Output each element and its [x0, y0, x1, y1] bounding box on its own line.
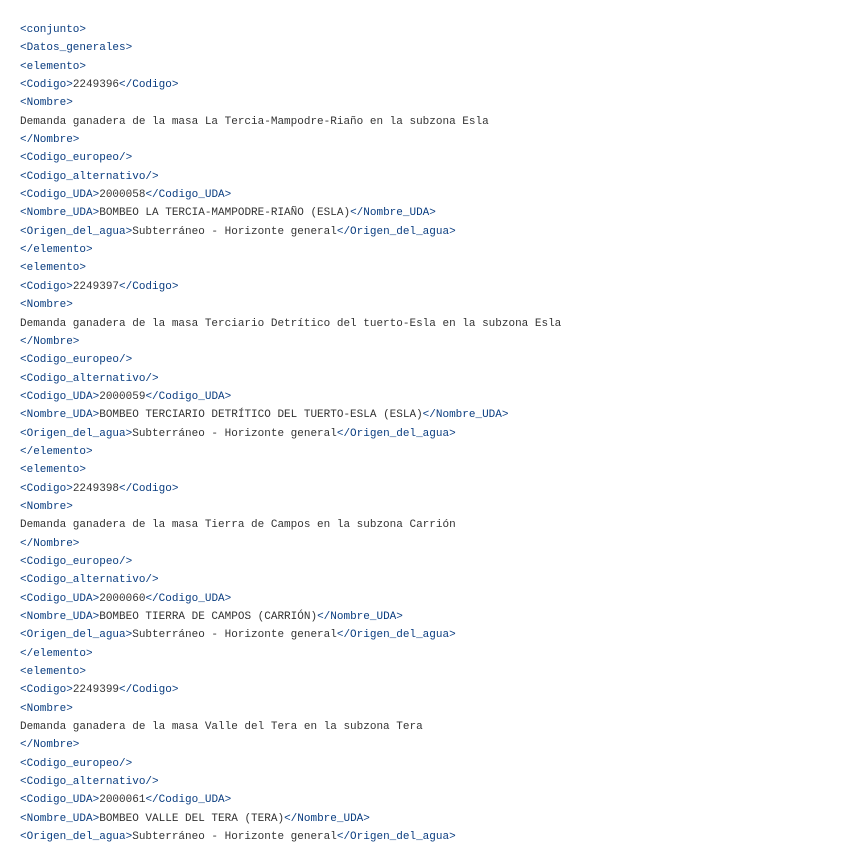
xml-line [20, 315, 840, 333]
xml-tag: <elemento> [20, 60, 87, 73]
xml-text: 2000060 [99, 592, 146, 605]
xml-tag: <Nombre_UDA> [20, 409, 100, 422]
xml-tag: </Nombre> [20, 739, 80, 752]
xml-line [20, 626, 840, 644]
xml-tag: <Codigo_UDA> [20, 390, 100, 403]
xml-tag: <Codigo_alternativo/> [20, 776, 159, 789]
xml-line [20, 58, 840, 76]
xml-tag: <elemento> [20, 262, 87, 275]
xml-tag: </elemento> [20, 445, 93, 458]
xml-line [20, 553, 840, 571]
xml-text: Subterráneo - Horizonte general [132, 225, 337, 238]
xml-line [20, 241, 840, 259]
xml-text: 2000058 [99, 189, 146, 202]
xml-tag: </Nombre_UDA> [350, 207, 436, 220]
xml-tag: <Nombre> [20, 702, 73, 715]
xml-tag: </Codigo_UDA> [145, 592, 232, 605]
xml-tag: </Origen_del_agua> [336, 427, 456, 440]
xml-line [20, 223, 840, 241]
xml-tag: <Origen_del_agua> [20, 629, 133, 642]
xml-line [20, 351, 840, 369]
xml-tag: <Codigo_UDA> [20, 592, 100, 605]
xml-line [20, 76, 840, 94]
xml-line [20, 480, 840, 498]
xml-tag: <Codigo> [20, 79, 73, 92]
xml-line [20, 425, 840, 443]
xml-tag: <Codigo_alternativo/> [20, 574, 159, 587]
xml-text: Demanda ganadera de la masa Valle del Tera en la subzona Tera [20, 721, 423, 734]
xml-line [20, 370, 840, 388]
xml-line [20, 663, 840, 681]
xml-text: 2249396 [72, 79, 120, 92]
xml-tag: </Codigo> [119, 482, 179, 495]
xml-tag: </Nombre> [20, 537, 80, 550]
xml-line [20, 718, 840, 736]
xml-line [20, 516, 840, 534]
xml-text: Demanda ganadera de la masa La Tercia-Mampodre-Riaño en la subzona Esla [20, 115, 489, 128]
xml-line [20, 773, 840, 791]
xml-tag: </Codigo_UDA> [145, 390, 232, 403]
xml-tag: </Codigo> [119, 79, 179, 92]
xml-tag: </Codigo> [119, 280, 179, 293]
xml-tag: <Origen_del_agua> [20, 831, 133, 844]
xml-line [20, 406, 840, 424]
xml-tag: <Nombre> [20, 97, 73, 110]
xml-line [20, 388, 840, 406]
xml-tag: </Origen_del_agua> [336, 629, 456, 642]
xml-text: 2249397 [72, 280, 120, 293]
xml-line [20, 498, 840, 516]
xml-text: BOMBEO TERCIARIO DETRÍTICO DEL TUERTO-ESLA (ESLA) [99, 409, 423, 422]
xml-line [20, 736, 840, 754]
xml-tag: <Nombre_UDA> [20, 611, 100, 623]
xml-tag: <Codigo_europeo/> [20, 152, 133, 165]
xml-line [20, 791, 840, 809]
xml-tag: </Origen_del_agua> [336, 831, 456, 844]
xml-line [20, 94, 840, 112]
xml-line [20, 39, 840, 57]
xml-line [20, 168, 840, 186]
xml-tag: </Nombre> [20, 335, 80, 348]
xml-tag: <Codigo_europeo/> [20, 757, 133, 770]
xml-tag: <conjunto> [20, 24, 87, 36]
xml-text: 2000061 [99, 794, 146, 807]
xml-tag: <Codigo_europeo/> [20, 354, 133, 367]
xml-tag: <Nombre_UDA> [20, 812, 100, 825]
xml-text: Subterráneo - Horizonte general [132, 831, 337, 844]
xml-tag: <Origen_del_agua> [20, 225, 133, 238]
xml-tag: </elemento> [20, 647, 93, 660]
xml-tag: <Codigo_alternativo/> [20, 372, 159, 385]
xml-line [20, 113, 840, 131]
xml-tag: <Datos_generales> [20, 42, 133, 55]
xml-text: Subterráneo - Horizonte general [132, 629, 337, 642]
xml-text: Demanda ganadera de la masa Terciario Detrítico del tuerto-Esla en la subzona Esla [20, 317, 562, 330]
xml-line [20, 461, 840, 479]
xml-line [20, 333, 840, 351]
xml-line [20, 259, 840, 277]
xml-tag: <Codigo_UDA> [20, 794, 100, 807]
xml-text: BOMBEO LA TERCIA-MAMPODRE-RIAÑO (ESLA) [99, 207, 351, 220]
xml-tag: <elemento> [20, 464, 87, 477]
xml-line [20, 681, 840, 699]
xml-tag: </Codigo> [119, 684, 179, 697]
xml-tag: <Codigo_UDA> [20, 189, 100, 202]
xml-tag: <Codigo> [20, 280, 73, 293]
xml-line [20, 755, 840, 773]
xml-line [20, 571, 840, 589]
xml-tag: </elemento> [20, 244, 93, 257]
xml-line [20, 828, 840, 846]
xml-line [20, 645, 840, 663]
xml-tag: </Nombre> [20, 134, 80, 147]
xml-line [20, 535, 840, 553]
xml-tag: <Codigo_alternativo/> [20, 170, 159, 183]
xml-tag: </Nombre_UDA> [284, 812, 370, 825]
xml-line [20, 278, 840, 296]
xml-tag: <Nombre> [20, 299, 73, 312]
xml-line [20, 21, 840, 39]
xml-tag: <Codigo_europeo/> [20, 555, 133, 568]
xml-line [20, 149, 840, 167]
xml-text: Subterráneo - Horizonte general [132, 427, 337, 440]
xml-tag: <Nombre> [20, 500, 73, 513]
xml-text: 2249398 [72, 482, 120, 495]
xml-line [20, 700, 840, 718]
xml-text: 2000059 [99, 390, 146, 403]
xml-line [20, 810, 840, 828]
xml-line [20, 590, 840, 608]
xml-tag: <Codigo> [20, 482, 73, 495]
xml-tag: <elemento> [20, 666, 87, 679]
xml-line [20, 204, 840, 222]
xml-line [20, 608, 840, 626]
xml-tag: </Codigo_UDA> [145, 794, 232, 807]
xml-line [20, 443, 840, 461]
xml-tag: </Origen_del_agua> [336, 225, 456, 238]
xml-tag: </Nombre_UDA> [422, 409, 509, 422]
xml-line [20, 296, 840, 314]
xml-text: 2249399 [72, 684, 120, 697]
xml-line [20, 131, 840, 149]
xml-text: BOMBEO VALLE DEL TERA (TERA) [99, 812, 285, 825]
xml-document-viewer [20, 21, 840, 846]
xml-text: Demanda ganadera de la masa Tierra de Campos en la subzona Carrión [20, 519, 456, 532]
xml-line [20, 186, 840, 204]
xml-tag: <Nombre_UDA> [20, 207, 100, 220]
xml-tag: </Nombre_UDA> [317, 611, 403, 623]
xml-tag: <Codigo> [20, 684, 73, 697]
xml-text: BOMBEO TIERRA DE CAMPOS (CARRIÓN) [99, 611, 318, 623]
xml-tag: <Origen_del_agua> [20, 427, 133, 440]
xml-tag: </Codigo_UDA> [145, 189, 232, 202]
